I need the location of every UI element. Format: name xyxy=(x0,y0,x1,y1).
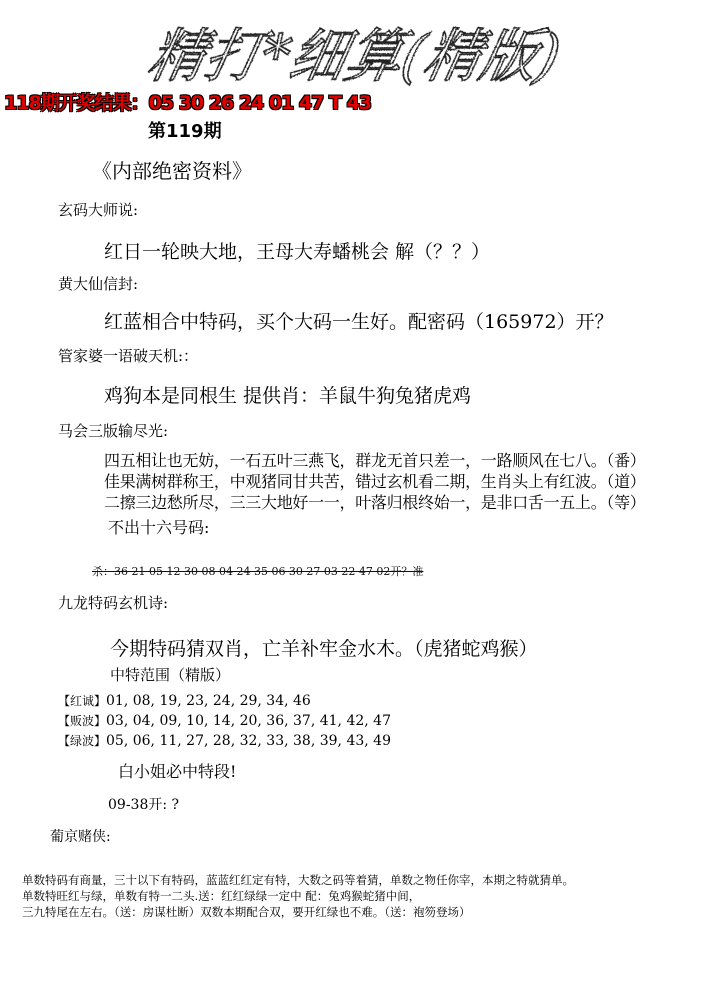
kill-numbers xyxy=(92,563,423,579)
red-tag: 【红诚】 xyxy=(58,694,107,708)
xuanma-label: 玄码大师说: xyxy=(58,201,139,219)
poem-line: 二擦三边愁所尽，三三大地好一一，叶落归根终始一，是非口舌一五上。（等） xyxy=(104,493,646,512)
blue-numbers-row xyxy=(58,712,391,729)
white-text: 白小姐必中特段! xyxy=(118,762,237,781)
xuanma-text: 红日一轮映大地，王母大寿蟠桃会 解（？？） xyxy=(104,241,491,263)
banner-title xyxy=(140,6,570,98)
draw-results: 118期开奖结果：05 30 26 24 01 47 T 43 xyxy=(4,92,372,114)
poem-line: 四五相让也无妨，一石五叶三燕飞，群龙无首只差一，一路顺风在七八。（番） xyxy=(104,451,646,470)
footer-line: 单数特码有商量，三十以下有特码，蓝蓝红红定有特，大数之码等着猜，单数之物任你宰，本期之特就猜单。 xyxy=(22,873,574,887)
red-numbers: 01, 08, 19, 23, 24, 29, 34, 46 xyxy=(106,693,311,709)
red-numbers-row xyxy=(58,692,311,709)
footer-notes xyxy=(22,872,574,920)
blue-numbers: 03, 04, 09, 10, 14, 20, 36, 37, 41, 42, 47 xyxy=(106,713,391,729)
no16-label: 不出十六号码: xyxy=(108,518,210,537)
huang-text: 红蓝相合中特码，买个大码一生好。配密码（165972）开？ xyxy=(104,311,614,333)
kill-line: 杀：36 21 05 12 30 08 04 24 35 06 30 27 03 22 47 02开？准 xyxy=(92,565,424,578)
jiulong-text: 今期特码猜双肖，亡羊补牢金水木。（虎猪蛇鸡猴） xyxy=(110,638,538,660)
guanjia-label: 管家婆一语破天机:： xyxy=(58,347,199,365)
poem-line: 佳果满树群称王，中观猪同甘共苦，错过玄机看二期，生肖头上有红波。（道） xyxy=(104,472,646,491)
green-tag: 【绿波】 xyxy=(58,734,107,748)
huang-label: 黄大仙信封: xyxy=(58,275,139,293)
footer-line: 单数特旺红与绿，单数有特一二头.送：红红绿绿一定中 配：兔鸡猴蛇猪中间， xyxy=(22,889,421,903)
range-open: 09-38开: ? xyxy=(108,797,180,813)
green-numbers-row xyxy=(58,732,391,749)
doc-title: 《内部绝密资料》 xyxy=(92,159,252,183)
guanjia-text: 鸡狗本是同根生 提供肖：羊鼠牛狗兔猪虎鸡 xyxy=(104,385,472,407)
jiulong-label: 九龙特码玄机诗: xyxy=(58,594,169,612)
green-numbers: 05, 06, 11, 27, 28, 32, 33, 38, 39, 43, 49 xyxy=(106,733,391,749)
issue-number: 第119期 xyxy=(148,121,222,142)
riddle-poem xyxy=(104,450,646,513)
puyjing-label: 葡京赌侠: xyxy=(50,829,111,845)
blue-tag: 【贩波】 xyxy=(58,714,107,728)
banner-text: 精打*细算(精版) xyxy=(142,22,570,90)
range-label: 中特范围（精版） xyxy=(110,666,231,684)
mahui-label: 马会三版输尽光: xyxy=(58,422,169,440)
footer-line: 三九特尾在左右。（送：房谋杜断）双数本期配合双，要开红绿也不难。（送：袍笏登场） xyxy=(22,905,471,919)
